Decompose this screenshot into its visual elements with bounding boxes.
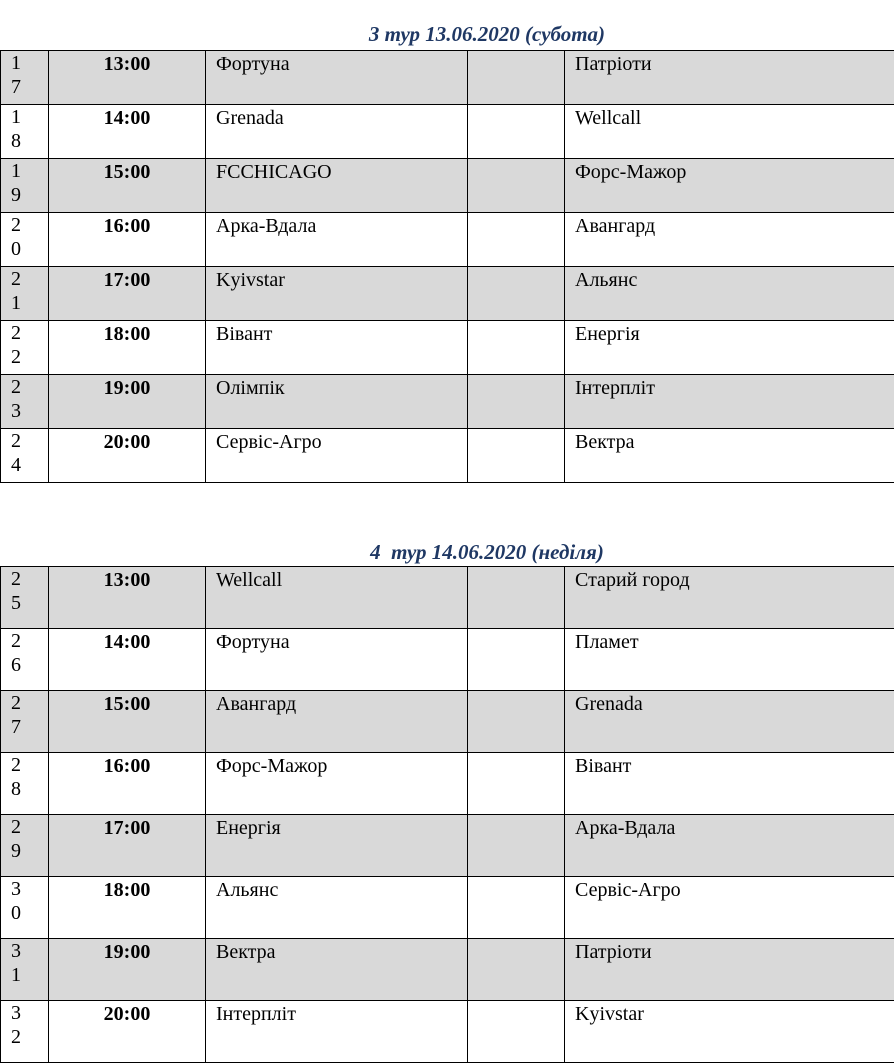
home-team: Фортуна (206, 629, 468, 691)
home-team: Kyivstar (206, 267, 468, 321)
score-cell (468, 321, 565, 375)
match-time: 14:00 (49, 629, 206, 691)
score-cell (468, 815, 565, 877)
score-cell (468, 753, 565, 815)
match-number: 2 0 (1, 213, 49, 267)
match-number: 2 7 (1, 691, 49, 753)
home-team: FCCHICAGO (206, 159, 468, 213)
home-team: Фортуна (206, 51, 468, 105)
table-row (1, 429, 894, 483)
score-cell (468, 159, 565, 213)
home-team: Альянс (206, 877, 468, 939)
home-team: Інтерпліт (206, 1001, 468, 1063)
match-time: 14:00 (49, 105, 206, 159)
match-number: 1 8 (1, 105, 49, 159)
match-time: 19:00 (49, 939, 206, 1001)
match-number: 2 6 (1, 629, 49, 691)
round-4-schedule-table (0, 566, 894, 1063)
away-team: Патріоти (565, 939, 894, 1001)
match-time: 18:00 (49, 877, 206, 939)
table-row (1, 213, 894, 267)
table-row (1, 159, 894, 213)
match-number: 3 0 (1, 877, 49, 939)
match-time: 16:00 (49, 753, 206, 815)
score-cell (468, 877, 565, 939)
home-team: Wellcall (206, 567, 468, 629)
table-row (1, 567, 894, 629)
score-cell (468, 267, 565, 321)
away-team: Пламет (565, 629, 894, 691)
match-time: 17:00 (49, 267, 206, 321)
score-cell (468, 567, 565, 629)
round-4-title: 4 тур 14.06.2020 (неділя) (0, 540, 894, 564)
match-number: 2 2 (1, 321, 49, 375)
table-row (1, 629, 894, 691)
table-row (1, 321, 894, 375)
match-time: 16:00 (49, 213, 206, 267)
table-row (1, 375, 894, 429)
score-cell (468, 429, 565, 483)
score-cell (468, 213, 565, 267)
table-row (1, 939, 894, 1001)
match-time: 20:00 (49, 429, 206, 483)
away-team: Арка-Вдала (565, 815, 894, 877)
table-row (1, 105, 894, 159)
table-row (1, 51, 894, 105)
table-row (1, 267, 894, 321)
away-team: Патріоти (565, 51, 894, 105)
table-row (1, 877, 894, 939)
match-time: 15:00 (49, 159, 206, 213)
home-team: Олімпік (206, 375, 468, 429)
match-number: 2 5 (1, 567, 49, 629)
match-number: 2 8 (1, 753, 49, 815)
home-team: Форс-Мажор (206, 753, 468, 815)
away-team: Альянс (565, 267, 894, 321)
score-cell (468, 939, 565, 1001)
match-time: 19:00 (49, 375, 206, 429)
match-number: 2 1 (1, 267, 49, 321)
home-team: Сервіс-Агро (206, 429, 468, 483)
away-team: Інтерпліт (565, 375, 894, 429)
away-team: Вектра (565, 429, 894, 483)
round-3-schedule-table (0, 50, 894, 483)
score-cell (468, 105, 565, 159)
score-cell (468, 375, 565, 429)
match-number: 2 3 (1, 375, 49, 429)
table-row (1, 691, 894, 753)
match-number: 3 2 (1, 1001, 49, 1063)
match-number: 3 1 (1, 939, 49, 1001)
score-cell (468, 629, 565, 691)
table-row (1, 753, 894, 815)
table-row (1, 1001, 894, 1063)
match-number: 1 7 (1, 51, 49, 105)
home-team: Grenada (206, 105, 468, 159)
match-time: 20:00 (49, 1001, 206, 1063)
away-team: Старий город (565, 567, 894, 629)
away-team: Grenada (565, 691, 894, 753)
away-team: Авангард (565, 213, 894, 267)
home-team: Енергія (206, 815, 468, 877)
match-time: 15:00 (49, 691, 206, 753)
home-team: Вівант (206, 321, 468, 375)
away-team: Kyivstar (565, 1001, 894, 1063)
home-team: Вектра (206, 939, 468, 1001)
home-team: Арка-Вдала (206, 213, 468, 267)
score-cell (468, 1001, 565, 1063)
table-row (1, 815, 894, 877)
match-number: 1 9 (1, 159, 49, 213)
match-time: 13:00 (49, 51, 206, 105)
away-team: Сервіс-Агро (565, 877, 894, 939)
match-number: 2 9 (1, 815, 49, 877)
away-team: Форс-Мажор (565, 159, 894, 213)
away-team: Енергія (565, 321, 894, 375)
away-team: Wellcall (565, 105, 894, 159)
score-cell (468, 51, 565, 105)
match-time: 17:00 (49, 815, 206, 877)
away-team: Вівант (565, 753, 894, 815)
score-cell (468, 691, 565, 753)
match-time: 13:00 (49, 567, 206, 629)
match-time: 18:00 (49, 321, 206, 375)
home-team: Авангард (206, 691, 468, 753)
round-3-title: 3 тур 13.06.2020 (субота) (0, 22, 894, 46)
match-number: 2 4 (1, 429, 49, 483)
